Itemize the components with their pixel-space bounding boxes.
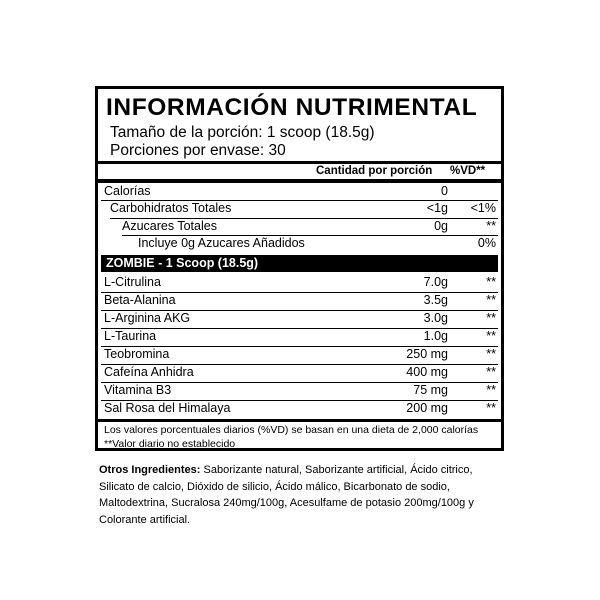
ingredient-amount: 1.0g bbox=[423, 329, 448, 343]
ingredient-dv: ** bbox=[486, 311, 496, 325]
ingredient-amount: 3.5g bbox=[423, 293, 448, 307]
ingredient-dv: ** bbox=[486, 365, 496, 379]
nutrient-amount: <1g bbox=[426, 201, 448, 215]
nutrient-dv: 0% bbox=[477, 236, 496, 250]
panel-title: INFORMACIÓN NUTRIMENTAL bbox=[106, 94, 478, 121]
nutrient-name: Calorías bbox=[104, 184, 151, 198]
ingredient-amount: 400 mg bbox=[406, 365, 448, 379]
nutrient-name: Incluye 0g Azucares Añadidos bbox=[138, 236, 305, 250]
nutrient-name: Carbohidratos Totales bbox=[110, 201, 232, 215]
footnote-not-established: **Valor diario no establecido bbox=[104, 438, 236, 450]
ingredient-dv: ** bbox=[486, 383, 496, 397]
other-ingredients bbox=[99, 462, 499, 528]
ingredient-name: L-Citrulina bbox=[104, 275, 161, 289]
nutrient-dv: <1% bbox=[470, 201, 496, 215]
nutrient-amount: 0 bbox=[441, 184, 448, 198]
ingredient-dv: ** bbox=[486, 401, 496, 415]
other-ingredients-text: Saborizante natural, Saborizante artificial, Ácido citrico, Silicato de calcio, Dióxido de silicio, Ácido málico, Bicarbonato de sodio, Maltodextrina, Sucralosa 240mg/100g, Acesulfame de potasio 200mg/100g y Colorante artificial. bbox=[99, 464, 474, 526]
ingredient-name: Teobromina bbox=[104, 347, 170, 361]
ingredient-name: L-Arginina AKG bbox=[104, 311, 191, 325]
nutrition-facts-panel bbox=[95, 86, 504, 451]
ingredient-amount: 250 mg bbox=[406, 347, 448, 361]
ingredient-dv: ** bbox=[486, 293, 496, 307]
ingredient-dv: ** bbox=[486, 329, 496, 343]
nutrient-name: Azucares Totales bbox=[122, 219, 217, 233]
divider-thick bbox=[98, 179, 501, 183]
header-dv: %VD** bbox=[450, 165, 486, 177]
ingredient-amount: 3.0g bbox=[423, 311, 448, 325]
blend-title: ZOMBIE - 1 Scoop (18.5g) bbox=[101, 255, 498, 272]
footnote-dv: Los valores porcentuales diarios (%VD) se basan en una dieta de 2,000 calorías bbox=[104, 424, 479, 436]
divider-thick bbox=[98, 161, 501, 164]
divider-thick bbox=[98, 419, 501, 422]
other-ingredients-label: Otros Ingredientes: bbox=[99, 464, 201, 476]
serving-size: Tamaño de la porción: 1 scoop (18.5g) bbox=[110, 124, 375, 141]
ingredient-amount: 75 mg bbox=[413, 383, 448, 397]
nutrient-dv: ** bbox=[486, 219, 496, 233]
ingredient-amount: 7.0g bbox=[423, 275, 448, 289]
ingredient-name: Cafeína Anhidra bbox=[104, 365, 194, 379]
ingredient-amount: 200 mg bbox=[406, 401, 448, 415]
ingredient-dv: ** bbox=[486, 347, 496, 361]
header-amount: Cantidad por porción bbox=[316, 165, 433, 177]
ingredient-name: Sal Rosa del Himalaya bbox=[104, 401, 231, 415]
ingredient-name: Vitamina B3 bbox=[104, 383, 172, 397]
ingredient-dv: ** bbox=[486, 275, 496, 289]
servings-per-container: Porciones por envase: 30 bbox=[110, 142, 286, 159]
ingredient-name: Beta-Alanina bbox=[104, 293, 176, 307]
nutrient-amount: 0g bbox=[434, 219, 448, 233]
ingredient-name: L-Taurina bbox=[104, 329, 157, 343]
